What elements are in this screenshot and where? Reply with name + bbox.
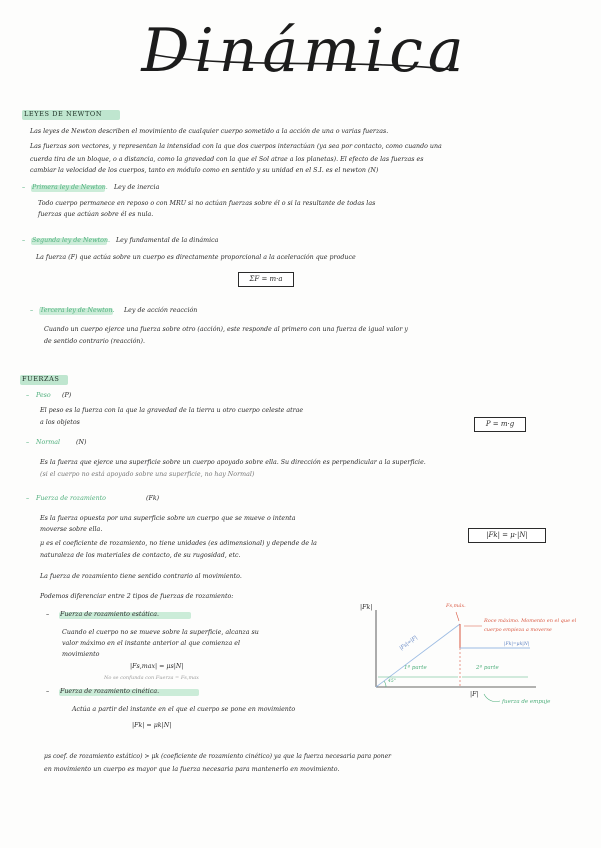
third-law-line-2: de sentido contrario (reacción). bbox=[44, 338, 145, 345]
peso-line-2: a los objetos bbox=[40, 419, 80, 426]
graph-ramp-label: |Fs|=|F| bbox=[398, 634, 419, 652]
peso-line-1: El peso es la fuerza con la que la gravedad de la tierra u otro cuerpo celeste atrae bbox=[40, 407, 304, 414]
graph-angle-label: 45° bbox=[388, 679, 396, 684]
static-line-2: valor máximo en el instante anterior al que comienza el bbox=[62, 640, 240, 647]
first-law-name: Primera ley de Newton. bbox=[32, 184, 108, 191]
peso-name: Peso bbox=[36, 392, 51, 399]
first-law-line-1: Todo cuerpo permanece en reposo o con MRU si no actúan fuerzas sobre él o si la resultante de todas las bbox=[38, 200, 376, 207]
mu-line-1: μ es el coeficiente de rozamiento, no tiene unidades (es adimensional) y depende de la bbox=[40, 540, 317, 547]
intro-line-2: Las fuerzas son vectores, y representan la intensidad con la que dos cuerpos interactúan (ya sea por contacto, como cuando una bbox=[30, 143, 442, 150]
normal-line-2: (si el cuerpo no está apoyado sobre una superficie, no hay Normal) bbox=[40, 471, 255, 478]
final-line-1: μs coef. de rozamiento estático) > μk (coeficiente de rozamiento cinético) ya que la fuerza necesaria para poner bbox=[44, 753, 392, 760]
static-friction-name: Fuerza de rozamiento estática. bbox=[60, 611, 160, 618]
rozamiento-formula: |Fk| = μ·|N| bbox=[468, 528, 546, 543]
first-law-line-2: fuerzas que actúan sobre él es nula. bbox=[38, 211, 154, 218]
graph-kinetic-span-label: 2ª parte bbox=[476, 665, 499, 671]
intro-line-3: cuerda tira de un bloque, o a distancia, como la gravedad con la que el Sol atrae a los planetas). El efecto de las fuerzas es bbox=[30, 156, 424, 163]
normal-name: Normal bbox=[36, 439, 61, 446]
bullet-dash: – bbox=[26, 439, 30, 446]
bullet-dash: – bbox=[46, 688, 50, 695]
static-note: No se confunda con Fuerza = Fs,max bbox=[104, 675, 199, 681]
second-law-name: Segunda ley de Newton. bbox=[32, 237, 111, 244]
bullet-dash: – bbox=[26, 392, 30, 399]
graph-peak-label: Fs,máx. bbox=[446, 603, 466, 609]
graph-kinetic-line-label: |Fk|=μk|N| bbox=[504, 642, 530, 647]
graph-push-note: fuerza de empuje bbox=[502, 699, 551, 705]
section-heading-leyes: LEYES DE NEWTON bbox=[24, 110, 103, 118]
bullet-dash: – bbox=[26, 495, 30, 502]
kinetic-line-1: Actúa a partir del instante en el que el cuerpo se pone en movimiento bbox=[72, 706, 296, 713]
bullet-dash: – bbox=[46, 611, 50, 618]
intro-line-1: Las leyes de Newton describen el movimiento de cualquier cuerpo sometido a la acción de una o varias fuerzas. bbox=[30, 128, 389, 135]
third-law-tag: Ley de acción reacción bbox=[124, 307, 198, 314]
mu-line-2: naturaleza de los materiales de contacto, de su rugosidad, etc. bbox=[40, 552, 241, 559]
peak-arrow bbox=[456, 612, 459, 621]
peso-formula: P = m·g bbox=[474, 417, 526, 432]
kinetic-formula: |Fk| = μk|N| bbox=[132, 722, 172, 729]
bullet-dash: – bbox=[30, 307, 34, 314]
graph-static-span-label: 1ª parte bbox=[404, 665, 427, 671]
rozamiento-line-1: Es la fuerza opuesta por una superficie sobre un cuerpo que se mueve o intenta bbox=[40, 515, 296, 522]
first-law-tag: Ley de inercia bbox=[114, 184, 160, 191]
graph-peak-note-1: Roce máximo. Momento en el que el bbox=[484, 618, 577, 624]
types-line: Podemos diferenciar entre 2 tipos de fuerzas de rozamiento: bbox=[40, 593, 234, 600]
second-law-formula: ΣF = m·a bbox=[238, 272, 294, 287]
peso-symbol: (P) bbox=[62, 392, 72, 399]
graph-y-label: |Fk| bbox=[360, 604, 373, 611]
final-line-2: en movimiento un cuerpo es mayor que la fuerza necesaria para mantenerlo en movimiento. bbox=[44, 766, 340, 773]
static-line-1: Cuando el cuerpo no se mueve sobre la superficie, alcanza su bbox=[62, 629, 259, 636]
second-law-tag: Ley fundamental de la dinámica bbox=[116, 237, 219, 244]
graph-x-label: |F| bbox=[470, 691, 479, 698]
rozamiento-symbol: (Fk) bbox=[146, 495, 160, 502]
direction-line: La fuerza de rozamiento tiene sentido contrario al movimiento. bbox=[40, 573, 242, 580]
third-law-line-1: Cuando un cuerpo ejerce una fuerza sobre otro (acción), este responde al primero con una fuerza de igual valor y bbox=[44, 326, 408, 333]
push-arrow bbox=[484, 694, 500, 702]
second-law-line-1: La fuerza (F) que actúa sobre un cuerpo es directamente proporcional a la aceleración que produce bbox=[36, 254, 356, 261]
rozamiento-name: Fuerza de rozamiento bbox=[36, 495, 106, 502]
static-formula: |Fs,max| = μs|N| bbox=[130, 663, 184, 670]
intro-line-4: cambiar la velocidad de los cuerpos, tanto en módulo como en sentido y su unidad en el S.I. es el newton (N) bbox=[30, 167, 379, 174]
bullet-dash: – bbox=[22, 184, 26, 191]
section-heading-fuerzas: FUERZAS bbox=[22, 375, 60, 383]
static-line-3: movimiento bbox=[62, 651, 100, 658]
normal-symbol: (N) bbox=[76, 439, 87, 446]
kinetic-friction-name: Fuerza de rozamiento cinética. bbox=[60, 688, 160, 695]
page-title: Dinámica bbox=[141, 16, 469, 86]
bullet-dash: – bbox=[22, 237, 26, 244]
third-law-name: Tercera ley de Newton. bbox=[40, 307, 115, 314]
normal-line-1: Es la fuerza que ejerce una superficie sobre un cuerpo apoyado sobre ella. Su dirección es perpendicular a la superficie. bbox=[40, 459, 426, 466]
angle-arc bbox=[384, 681, 386, 687]
graph-peak-note-2: cuerpo empieza a moverse bbox=[484, 627, 552, 633]
rozamiento-line-2: moverse sobre ella. bbox=[40, 526, 103, 533]
